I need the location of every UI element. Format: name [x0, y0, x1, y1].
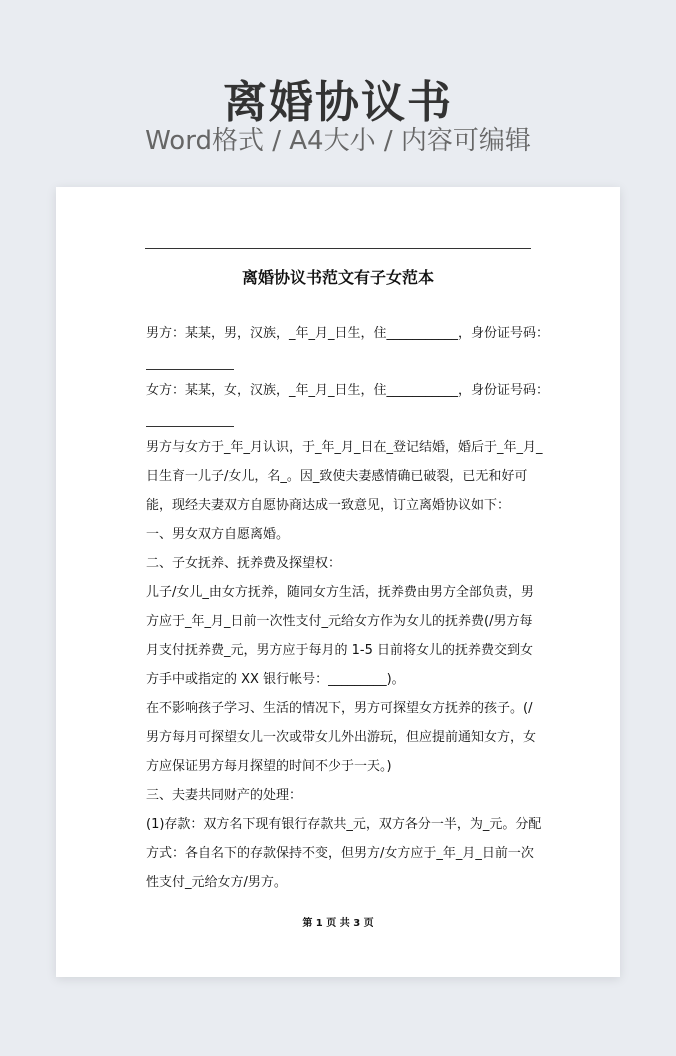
body-line: 方应保证男方每月探望的时间不少于一天。): [146, 759, 392, 774]
agreement-body: [146, 433, 543, 897]
body-line: 男方每月可探望女儿一次或带女儿外出游玩，但应提前通知女方，女: [146, 730, 537, 745]
banner-title: 离婚协议书: [223, 77, 453, 128]
body-line: 方手中或指定的 XX 银行帐号：_________)。: [146, 672, 405, 687]
body-line: 日生育一儿子/女儿，名_。因_致使夫妻感情确已破裂，已无和好可: [146, 469, 528, 484]
header-rule: [145, 248, 531, 249]
body-line: (1)存款：双方名下现有银行存款共_元，双方各分一半，为_元。分配: [146, 817, 542, 832]
document-title: 离婚协议书范文有子女范本: [241, 268, 434, 287]
body-line: 二、子女抚养、抚养费及探望权：: [146, 556, 342, 571]
body-line: 儿子/女儿_由女方抚养，随同女方生活，抚养费由男方全部负责，男: [146, 585, 534, 600]
body-line: 能，现经夫妻双方自愿协商达成一致意见，订立离婚协议如下：: [146, 498, 511, 513]
page-number-footer: 第 1 页 共 3 页: [302, 918, 374, 929]
body-line: 三、夫妻共同财产的处理：: [146, 788, 303, 803]
body-line: 在不影响孩子学习、生活的情况下，男方可探望女方抚养的孩子。(/: [146, 701, 533, 716]
document-page: [56, 187, 620, 977]
wife-info-line: 女方：某某，女，汉族，_年_月_日生，住___________，身份证号码：: [146, 383, 550, 398]
wife-id-blank: [146, 426, 234, 427]
body-line: 月支付抚养费_元，男方应于每月的 1-5 日前将女儿的抚养费交到女: [146, 643, 533, 658]
banner-subtitle: Word格式 / A4大小 / 内容可编辑: [145, 126, 531, 156]
body-line: 男方与女方于_年_月认识，于_年_月_日在_登记结婚，婚后于_年_月_: [146, 440, 543, 455]
husband-info-line: 男方：某某，男，汉族，_年_月_日生，住___________，身份证号码：: [146, 326, 550, 341]
body-line: 一、男女双方自愿离婚。: [146, 527, 290, 542]
body-line: 方应于_年_月_日前一次性支付_元给女方作为女儿的抚养费(/男方每: [146, 614, 533, 629]
body-line: 性支付_元给女方/男方。: [146, 875, 287, 890]
husband-id-blank: [146, 369, 234, 370]
body-line: 方式：各自名下的存款保持不变，但男方/女方应于_年_月_日前一次: [146, 846, 534, 861]
